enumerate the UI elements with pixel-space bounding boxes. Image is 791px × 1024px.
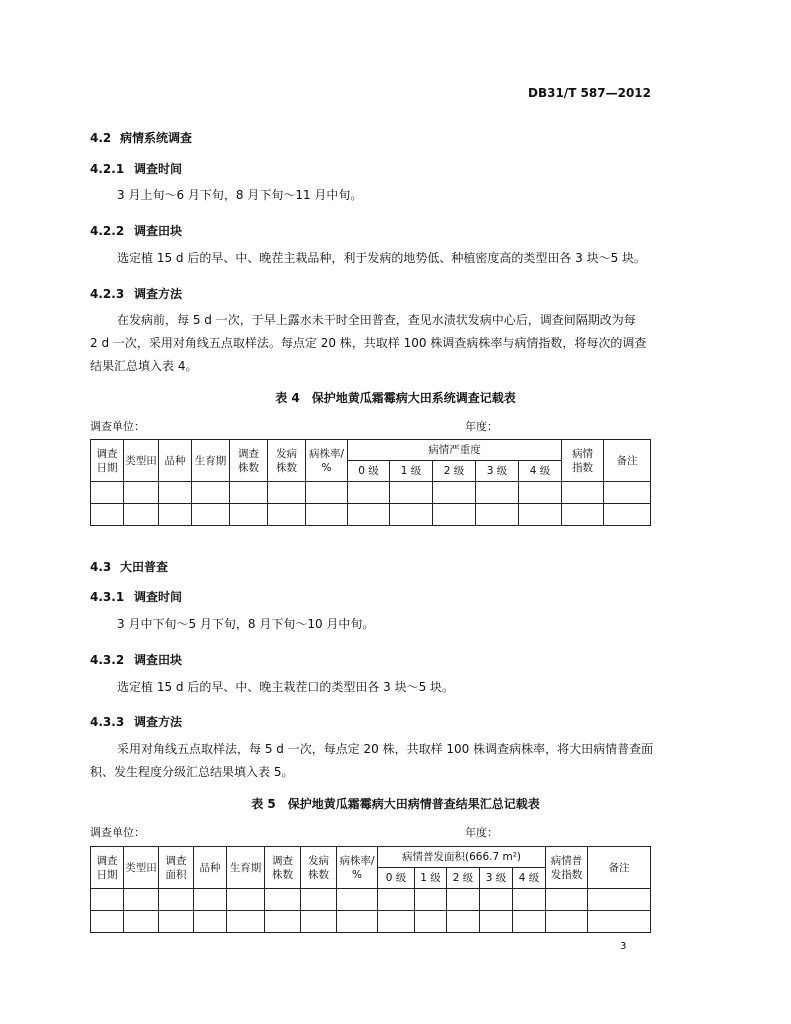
section-title: 大田普查 (120, 560, 169, 574)
section-title: 调查方法 (134, 715, 183, 729)
section-4-3-1-text: 3 月中下旬～5 月下旬，8 月下旬～10 月中旬。 (117, 617, 375, 631)
section-number: 4.2.2 (90, 224, 125, 238)
header-growth-stage: 生育期 (192, 440, 230, 482)
header-surveyed-plants: 调查 株数 (265, 847, 301, 889)
section-4-2-3-line-1: 在发病前，每 5 d 一次，于早上露水未干时全田普查，查见水渍状发病中心后，调查间隔期改为每 (117, 313, 636, 327)
section-4-2-3-line-2: 2 d 一次，采用对角线五点取样法。每点定 20 株，共取样 100 株调查病株率与病情指数，将每次的调查 (90, 336, 647, 350)
header-survey-area: 调查 面积 (159, 847, 194, 889)
header-grade-2: 2 级 (433, 461, 476, 482)
header-disease-index: 病情 指数 (562, 440, 604, 482)
table-row (91, 504, 651, 526)
header-grade-4: 4 级 (513, 868, 546, 889)
section-4-2-1-heading (90, 160, 182, 177)
header-grade-3: 3 级 (476, 461, 519, 482)
section-4-3-3-line-1: 采用对角线五点取样法，每 5 d 一次，每点定 20 株，共取样 100 株调查病株率，将大田病情普查面 (117, 742, 654, 756)
section-number: 4.3.2 (90, 653, 125, 667)
table-5-year-label: 年度： (465, 826, 498, 839)
table-row (91, 889, 651, 911)
header-grade-2: 2 级 (447, 868, 480, 889)
section-4-3-3-line-2: 积、发生程度分级汇总结果填入表 5。 (90, 765, 294, 779)
header-grade-1: 1 级 (390, 461, 433, 482)
section-4-3-heading (90, 558, 168, 575)
header-growth-stage: 生育期 (227, 847, 265, 889)
section-4-3-1-heading (90, 588, 182, 605)
header-diseased-plants: 发病 株数 (301, 847, 337, 889)
header-diseased-plants: 发病 株数 (268, 440, 306, 482)
section-4-2-3-heading (90, 285, 182, 302)
header-surveyed-plants: 调查 株数 (230, 440, 268, 482)
section-title: 调查时间 (134, 590, 183, 604)
header-grade-0: 0 级 (348, 461, 390, 482)
section-number: 4.3 (90, 560, 112, 574)
section-4-2-heading (90, 129, 192, 146)
table-4-year-label: 年度： (465, 420, 498, 433)
header-variety: 品种 (159, 440, 192, 482)
table-row (91, 482, 651, 504)
table-4-unit-label: 调查单位： (90, 420, 145, 433)
header-disease-index: 病情普 发指数 (546, 847, 588, 889)
header-disease-rate: 病株率/ % (306, 440, 348, 482)
section-4-3-2-text: 选定植 15 d 后的早、中、晚主栽茬口的类型田各 3 块～5 块。 (117, 680, 455, 694)
header-field-type: 类型田 (124, 440, 159, 482)
section-4-2-3-line-3: 结果汇总填入表 4。 (90, 359, 198, 373)
section-number: 4.2 (90, 131, 112, 145)
header-remark: 备注 (588, 847, 651, 889)
table-5-unit-label: 调查单位： (90, 826, 145, 839)
section-title: 调查方法 (134, 287, 183, 301)
table-5 (90, 846, 651, 933)
header-occurrence-area-group: 病情普发面积(666.7 m²) (378, 847, 546, 868)
table-4-caption: 表 4 保护地黄瓜霜霉病大田系统调查记载表 (275, 391, 516, 405)
section-4-3-3-heading (90, 713, 182, 730)
section-number: 4.2.3 (90, 287, 125, 301)
header-survey-date: 调查 日期 (91, 440, 124, 482)
section-title: 调查田块 (134, 653, 183, 667)
table-row (91, 911, 651, 933)
section-title: 调查时间 (134, 162, 183, 176)
header-field-type: 类型田 (124, 847, 159, 889)
header-severity-group: 病情严重度 (348, 440, 562, 461)
header-grade-4: 4 级 (519, 461, 562, 482)
section-4-2-2-heading (90, 222, 182, 239)
header-grade-1: 1 级 (415, 868, 447, 889)
header-remark: 备注 (604, 440, 651, 482)
table-5-caption: 表 5 保护地黄瓜霜霉病大田病情普查结果汇总记载表 (251, 797, 540, 811)
section-4-3-2-heading (90, 651, 182, 668)
section-4-2-2-text: 选定植 15 d 后的早、中、晚茬主栽品种，利于发病的地势低、种植密度高的类型田各 3 块～5 块。 (117, 251, 647, 265)
header-grade-3: 3 级 (480, 868, 513, 889)
section-4-2-1-text: 3 月上旬～6 月下旬，8 月下旬～11 月中旬。 (117, 188, 363, 202)
section-number: 4.3.3 (90, 715, 125, 729)
header-survey-date: 调查 日期 (91, 847, 124, 889)
section-title: 调查田块 (134, 224, 183, 238)
section-title: 病情系统调查 (120, 131, 193, 145)
section-number: 4.2.1 (90, 162, 125, 176)
page-number: 3 (620, 941, 627, 952)
table-4 (90, 439, 651, 526)
header-variety: 品种 (194, 847, 227, 889)
section-number: 4.3.1 (90, 590, 125, 604)
header-grade-0: 0 级 (378, 868, 415, 889)
header-disease-rate: 病株率/ % (337, 847, 378, 889)
standard-code: DB31/T 587—2012 (528, 86, 651, 100)
